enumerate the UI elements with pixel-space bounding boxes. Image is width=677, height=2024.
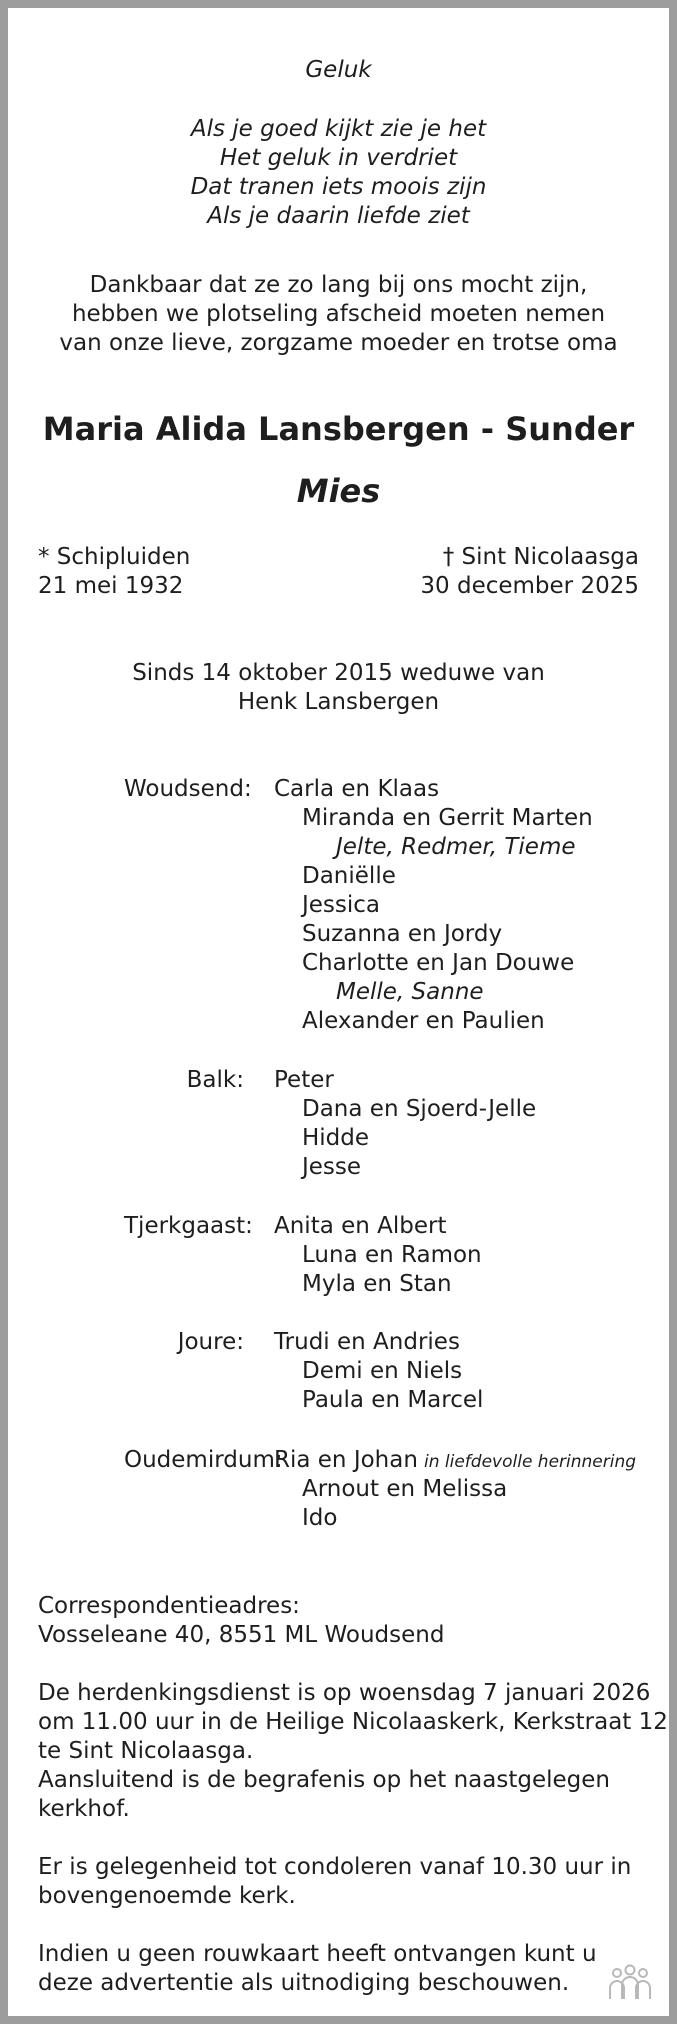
family-place: Joure:: [177, 1329, 244, 1355]
family-place: Tjerkgaast:: [124, 1213, 253, 1239]
family-head: Ria en Johan: [274, 1447, 418, 1473]
widow-line: Sinds 14 oktober 2015 weduwe van: [132, 660, 545, 686]
service-line: te Sint Nicolaasga.: [38, 1738, 254, 1764]
widow-line: Henk Lansbergen: [237, 689, 440, 715]
family-place: Woudsend:: [124, 776, 252, 802]
service-line: De herdenkingsdienst is op woensdag 7 januari 2026: [38, 1680, 651, 1706]
poem-line: Dat tranen iets moois zijn: [190, 174, 487, 200]
family-head: Trudi en Andries: [274, 1329, 460, 1355]
family-head: Peter: [274, 1067, 334, 1093]
correspondence-label: Correspondentieadres:: [38, 1593, 300, 1619]
family-child: Arnout en Melissa: [302, 1476, 508, 1502]
birth-place: * Schipluiden: [38, 544, 191, 570]
poem-line: Als je daarin liefde ziet: [207, 203, 470, 229]
service-line: Aansluitend is de begrafenis op het naastgelegen: [38, 1767, 610, 1793]
family-place: Oudemirdum:: [124, 1447, 283, 1473]
poem-line: Als je goed kijkt zie je het: [190, 116, 487, 142]
invitation-line: Indien u geen rouwkaart heeft ontvangen kunt u: [38, 1941, 597, 1967]
family-child: Jesse: [302, 1154, 362, 1180]
family-head: Carla en Klaas: [274, 776, 440, 802]
poem-line: Het geluk in verdriet: [219, 145, 458, 171]
deceased-nickname: Mies: [296, 472, 381, 510]
intro-line: hebben we plotseling afscheid moeten nemen: [71, 301, 606, 327]
birth-date: 21 mei 1932: [38, 573, 184, 599]
death-date: 30 december 2025: [420, 573, 639, 599]
family-child: Suzanna en Jordy: [302, 921, 503, 947]
intro-line: Dankbaar dat ze zo lang bij ons mocht zijn,: [89, 272, 588, 298]
family-child: Daniëlle: [302, 863, 396, 889]
service-line: kerkhof.: [38, 1796, 130, 1822]
people-group-icon: [607, 1962, 653, 2002]
invitation-line: deze advertentie als uitnodiging beschouwen.: [38, 1970, 570, 1996]
grandchildren: Jelte, Redmer, Tieme: [336, 834, 576, 860]
family-child: Charlotte en Jan Douwe: [302, 950, 575, 976]
family-child: Myla en Stan: [302, 1271, 452, 1297]
service-line: om 11.00 uur in de Heilige Nicolaaskerk, Kerkstraat 12: [38, 1709, 668, 1735]
family-child: Alexander en Paulien: [302, 1008, 545, 1034]
family-place: Balk:: [186, 1067, 244, 1093]
correspondence-address: Vosseleane 40, 8551 ML Woudsend: [38, 1622, 445, 1648]
grandchildren: Melle, Sanne: [336, 979, 484, 1005]
family-child: Demi en Niels: [302, 1358, 463, 1384]
deceased-name: Maria Alida Lansbergen - Sunder: [42, 410, 635, 448]
family-child: Paula en Marcel: [302, 1387, 484, 1413]
memorial-note: in liefdevolle herinnering: [424, 1452, 637, 1472]
family-head: Anita en Albert: [274, 1213, 447, 1239]
intro-line: van onze lieve, zorgzame moeder en trotse oma: [59, 330, 618, 356]
family-child: Luna en Ramon: [302, 1242, 482, 1268]
family-child: Jessica: [302, 892, 381, 918]
poem-title: Geluk: [305, 57, 372, 83]
family-child: Ido: [302, 1505, 338, 1531]
death-place: † Sint Nicolaasga: [442, 544, 639, 570]
condolence-line: Er is gelegenheid tot condoleren vanaf 10.30 uur in: [38, 1854, 632, 1880]
family-child: Miranda en Gerrit Marten: [302, 805, 593, 831]
condolence-line: bovengenoemde kerk.: [38, 1883, 296, 1909]
family-child: Hidde: [302, 1125, 370, 1151]
family-child: Dana en Sjoerd-Jelle: [302, 1096, 537, 1122]
